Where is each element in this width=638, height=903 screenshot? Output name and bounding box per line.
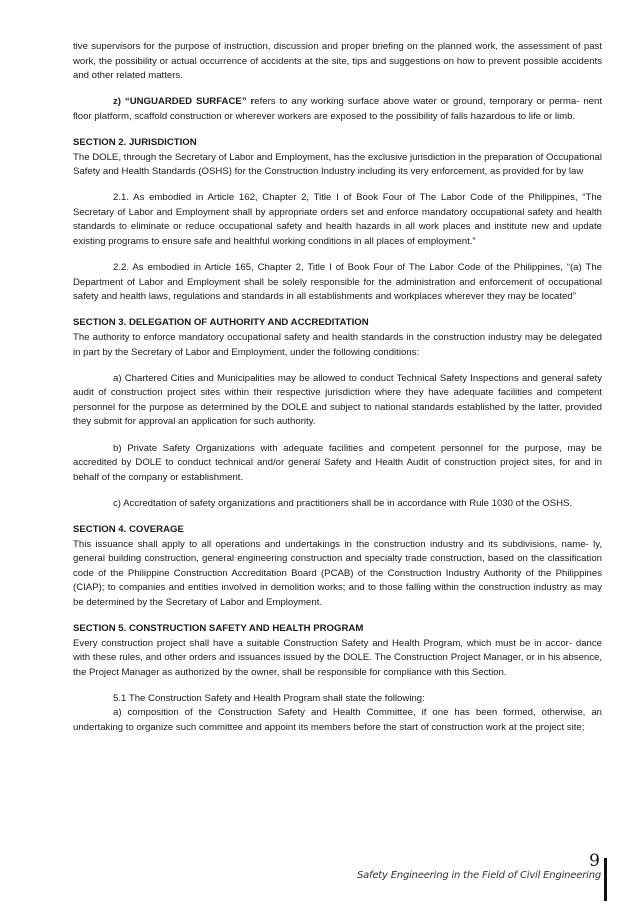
- document-body: [73, 40, 602, 747]
- section-5-1: 5.1 The Construction Safety and Health Program shall state the following:: [113, 692, 425, 704]
- footer-title: Safety Engineering in the Field of Civil Engineering: [356, 870, 601, 881]
- section-2-heading: SECTION 2. JURISDICTION: [73, 136, 197, 148]
- section-3-body: The authority to enforce mandatory occupational safety and health standards in the construction industry may be delegated in part by the Secretary of Labor and Employment, under the following conditions:: [73, 332, 602, 358]
- section-3-b: b) Private Safety Organizations with adequate facilities and competent personnel for the purpose, may be accredited by DOLE to conduct technical and/or general Safety and Health Audit of construction project sites, for and in behalf of the company or establishment.: [73, 442, 602, 483]
- section-4-heading: SECTION 4. COVERAGE: [73, 523, 184, 535]
- section-2-body: The DOLE, through the Secretary of Labor and Employment, has the exclusive jurisdiction in the preparation of Occupational Safety and Health Standards (OSHS) for the Construction Industry including its very enforcement, as provided for by law: [73, 151, 603, 178]
- definition-unguarded-surface: efers to any working surface above water or ground, temporary or perma- nent floor platform, scaffold construction or wherever workers are exposed to the possibility of falls hazardous to life or limb.: [73, 96, 602, 122]
- section-2-2: 2.2. As embodied in Article 165, Chapter 2, Title I of Book Four of The Labor Code of the Philippines, “(a) The Department of Labor and Employment shall be solely responsible for the administration and enforcement of occupational safety and health laws, regulations and standards in all establishments and workplaces wherever they may be located”: [73, 262, 602, 303]
- section-3: [73, 316, 602, 360]
- section-4-body: This issuance shall apply to all operations and undertakings in the construction industry and its subdivisions, name- ly, general building construction, general engineering construction and specialty trade construction, based on the classification code of the Philippine Construction Accreditation Board (PCAB) of the Construction Industry Authority of the Philippines (CIAP); to companies and entities involved in demolition works; and to those falling within the construction industry as may be determined by the Secretary of Labor and Employment.: [73, 538, 602, 608]
- paragraph-unguarded-surface: [73, 95, 602, 124]
- section-2-1: 2.1. As embodied in Article 162, Chapter 2, Title I of Book Four of The Labor Code of the Philippines, “The Secretary of Labor and Employment shall by appropriate orders set and enforce mandatory occupational safety and health standards to eliminate or reduce occupational safety and health hazards in all work places and institute new and update existing programs to ensure safe and healthful working conditions in all places of employment.”: [73, 192, 602, 248]
- page-number: 9: [589, 851, 600, 871]
- section-5-heading: SECTION 5. CONSTRUCTION SAFETY AND HEALTH PROGRAM: [73, 623, 364, 634]
- section-5-1-a: a) composition of the Construction Safety and Health Committee, if one has been formed, otherwise, an undertaking to organize such committee and appoint its members before the start of construction work at the project site;: [73, 707, 602, 734]
- section-4: [73, 523, 602, 611]
- paragraph-continuation: tive supervisors for the purpose of instruction, discussion and proper briefing on the planned work, the assessment of past work, the possibility or actual occurrence of accidents at the site, tips and suggestions on how to prevent possible accidents and other related matters.: [73, 41, 602, 82]
- footer-rule: [604, 858, 607, 901]
- section-5-body: Every construction project shall have a suitable Construction Safety and Health Program, which must be in accor- dance with these rules, and other orders and issuances issued by the DOLE. The Construction Project Manager, or in his absence, the Project Manager as authorized by the owner, shall be responsible for compliance with this Section.: [73, 637, 602, 678]
- section-5: [73, 622, 602, 680]
- section-2: [73, 136, 602, 180]
- section-3-c: c) Accredtation of safety organizations and practitioners shall be in accordance with Rule 1030 of the OSHS.: [113, 497, 573, 509]
- term-unguarded-surface: z) “UNGUARDED SURFACE” r: [113, 96, 255, 108]
- section-3-heading: SECTION 3. DELEGATION OF AUTHORITY AND ACCREDITATION: [73, 317, 369, 329]
- section-3-a: a) Chartered Cities and Municipalities may be allowed to conduct Technical Safety Inspections and general safety audit of construction project sites within their respective jurisdiction where they have adequate facilities and competent personnel for the purpose as determined by the DOLE and subject to national standards established by the latter, provided they submit for approval an application for such authority.: [73, 372, 602, 428]
